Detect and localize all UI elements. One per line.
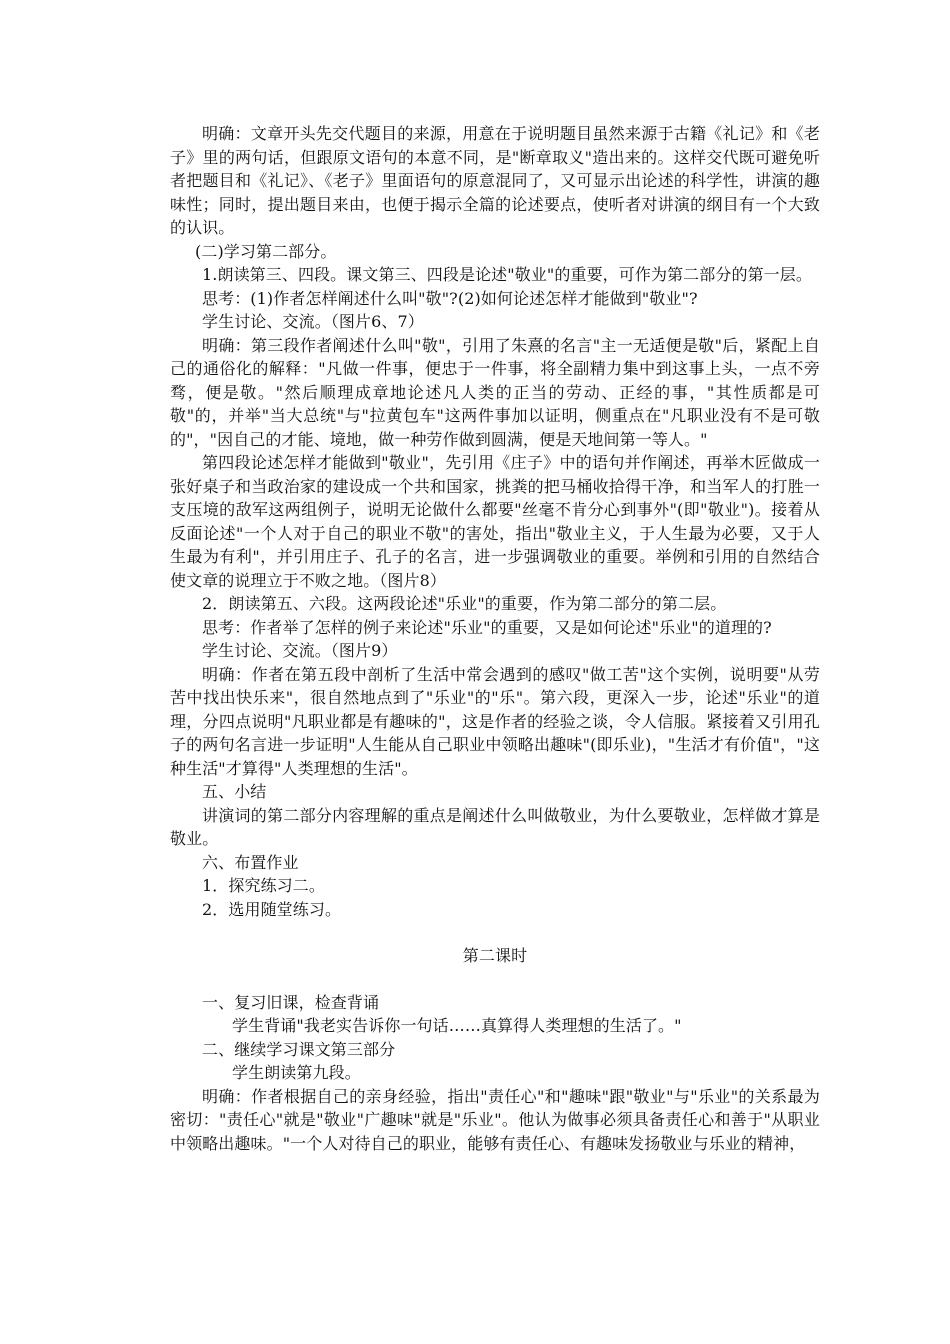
paragraph-read-3-4: 1.朗读第三、四段。课文第三、四段是论述"敬业"的重要，可作为第二部分的第一层。: [202, 265, 812, 284]
paragraph-question-1: 思考：(1)作者怎样阐述什么叫"敬"?(2)如何论述怎样才能做到"敬业"?: [202, 288, 698, 308]
paragraph-discussion-2: 学生讨论、交流。（图片9）: [202, 641, 398, 660]
homework-item-2: 2．选用随堂练习。: [202, 899, 342, 919]
lesson-two-title: 第二课时: [462, 946, 528, 965]
paragraph-explanation-responsibility: 明确：作者根据自己的亲身经验，指出"责任心"和"趣味"跟"敬业"与"乐业"的关系最为密切："责任心"就是"敬业"广趣味"就是"乐业"。他认为做事必须具备责任心和善于"从职业中领略出趣味。"一个人对待自己的职业，能够有责任心、有趣味发扬敬业与乐业的精神，: [170, 1086, 820, 1153]
homework-item-1: 1．探究练习二。: [202, 876, 325, 895]
paragraph-recitation: 学生背诵"我老实告诉你一句话……真算得人类理想的生活了。": [232, 1016, 682, 1035]
heading-part-three: 二、继续学习课文第三部分: [202, 1039, 396, 1059]
paragraph-read-5-6: 2．朗读第五、六段。这两段论述"乐业"的重要，作为第二部分的第二层。: [202, 594, 727, 613]
heading-homework: 六、布置作业: [202, 852, 299, 872]
heading-summary: 五、小结: [202, 782, 267, 801]
heading-review: 一、复习旧课，检查背诵: [202, 992, 380, 1012]
paragraph-question-2: 思考：作者举了怎样的例子来论述"乐业"的重要，又是如何论述"乐业"的道理的?: [202, 617, 772, 637]
paragraph-discussion-1: 学生讨论、交流。（图片6、7）: [202, 312, 424, 331]
paragraph-summary: 讲演词的第二部分内容理解的重点是阐述什么叫做敬业，为什么要敬业，怎样做才算是敬业。: [170, 805, 820, 848]
paragraph-explanation-title-origin: 明确：文章开头先交代题目的来源，用意在于说明题目虽然来源于古籍《礼记》和《老子》里的两句话，但跟原文语句的本意不同，是"断章取义"造出来的。这样交代既可避免听者把题目和《礼记》、《老子》里面语句的原意混同了，又可显示出论述的科学性，讲演的趣味性；同时，提出题目来由，也便于揭示全篇的论述要点，使听者对讲演的纲目有一个大致的认识。: [170, 124, 820, 237]
paragraph-explanation-respect: 明确：第三段作者阐述什么叫"敬"，引用了朱熹的名言"主一无适便是敬"后，紧配上自己的通俗化的解释："凡做一件事，便忠于一件事，将全副精力集中到这事上头，一点不旁骛，便是敬。"然后顺理成章地论述凡人类的正当的劳动、正经的事，"其性质都是可敬"的，并举"当大总统"与"拉黄包车"这两件事加以证明，侧重点在"凡职业没有不是可敬的"，"因自己的才能、境地，做一种劳作做到圆满，便是天地间第一等人。": [170, 335, 820, 449]
paragraph-read-ninth: 学生朗读第九段。: [232, 1063, 361, 1082]
paragraph-explanation-joy: 明确：作者在第五段中剖析了生活中常会遇到的感叹"做工苦"这个实例，说明要"从劳苦中找出快乐来"，很自然地点到了"乐业"的"乐"。第六段，更深入一步，论述"乐业"的道理，分四点说明"凡职业都是有趣味的"，这是作者的经验之谈，令人信服。紧接着又引用孔子的两句名言进一步证明"人生能从自己职业中领略出趣味"(即乐业)，"生活才有价值"，"这种生活"才算得"人类理想的生活"。: [170, 664, 820, 778]
paragraph-fourth-section: 第四段论述怎样才能做到"敬业"，先引用《庄子》中的语句并作阐述，再举木匠做成一张好桌子和当政治家的建设成一个共和国家，挑粪的把马桶收拾得干净，和当军人的打胜一支压境的敌军这两组例子，说明无论做什么都要"丝毫不肯分心到事外"(即"敬业")。接着从反面论述"一个人对于自己的职业不敬"的害处，指出"敬业主义，于人生最为必要，又于人生最为有利"，并引用庄子、孔子的名言，进一步强调敬业的重要。举例和引用的自然结合使文章的说理立于不败之地。（图片8）: [170, 453, 820, 590]
document-body: [170, 122, 820, 1155]
section-heading-part-two: (二)学习第二部分。: [195, 241, 337, 261]
